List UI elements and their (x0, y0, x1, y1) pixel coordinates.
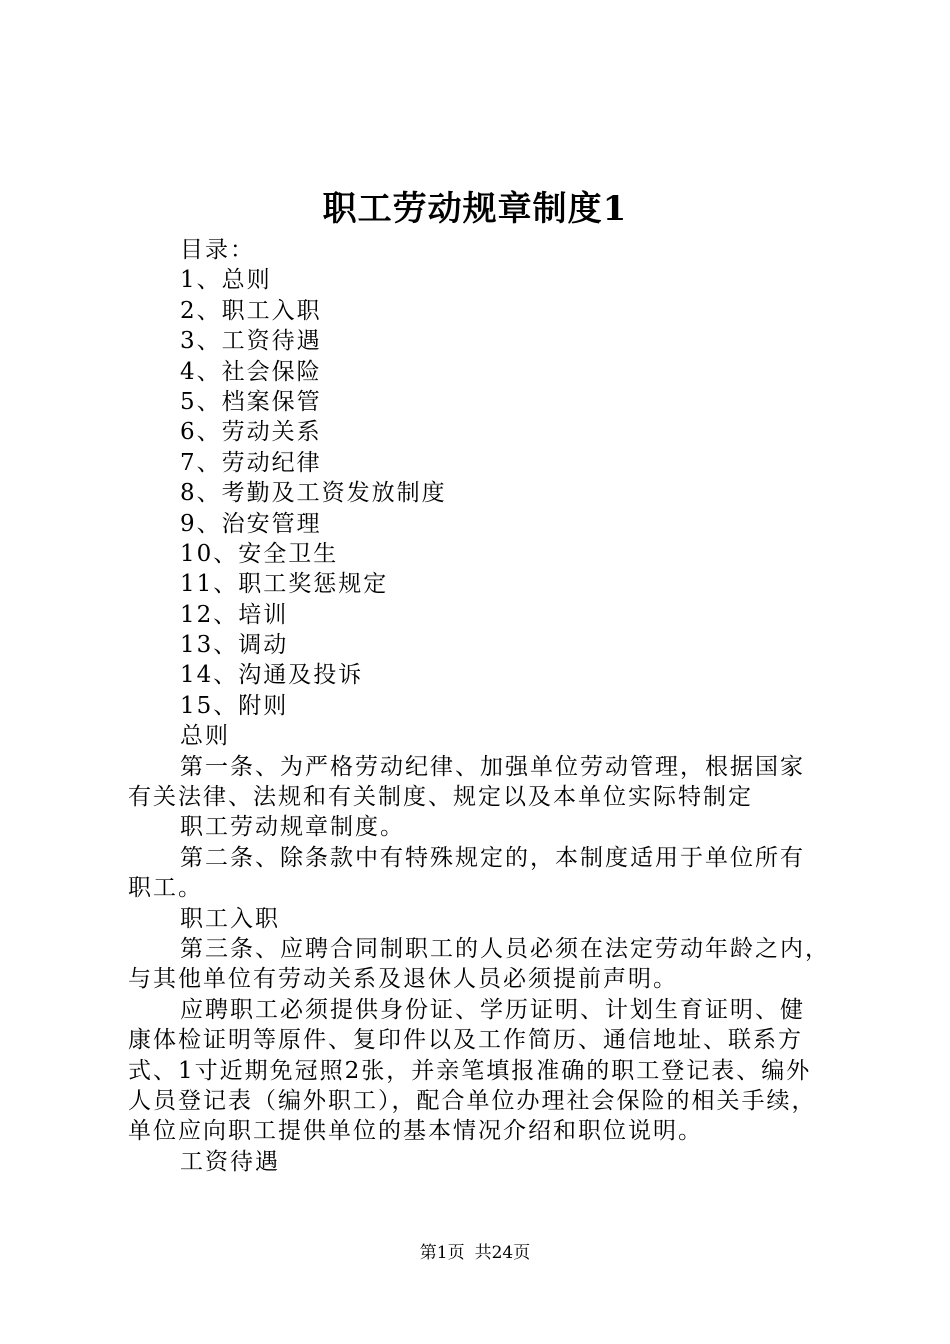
paragraph-line: 单位应向职工提供单位的基本情况介绍和职位说明。 (128, 1118, 703, 1145)
article-1-line: 第一条、为严格劳动纪律、加强单位劳动管理，根据国家 (180, 753, 805, 780)
toc-item: 3、工资待遇 (180, 328, 322, 355)
toc-item: 10、安全卫生 (180, 540, 339, 567)
paragraph-line: 应聘职工必须提供身份证、学历证明、计划生育证明、健 (180, 996, 805, 1023)
toc-item: 15、附则 (180, 692, 289, 719)
section-heading-wage: 工资待遇 (180, 1148, 280, 1175)
page-number: 第1页 (419, 1243, 465, 1263)
toc-item: 12、培训 (180, 601, 289, 628)
section-heading-entry: 职工入职 (180, 905, 280, 932)
page-total: 共24页 (474, 1243, 531, 1263)
article-3-line: 第三条、应聘合同制职工的人员必须在法定劳动年龄之内， (180, 935, 830, 962)
toc-item: 1、总则 (180, 267, 272, 294)
toc-item: 2、职工入职 (180, 297, 322, 324)
article-2-line: 职工。 (128, 875, 203, 902)
paragraph-line: 人员登记表（编外职工），配合单位办理社会保险的相关手续， (128, 1087, 817, 1114)
article-1-line: 有关法律、法规和有关制度、规定以及本单位实际特制定 (128, 784, 753, 811)
toc-heading: 目录： (180, 237, 255, 263)
paragraph-line: 康体检证明等原件、复印件以及工作简历、通信地址、联系方 (128, 1027, 803, 1054)
toc-item: 4、社会保险 (180, 358, 322, 385)
paragraph-line: 式、1寸近期免冠照2张，并亲笔填报准确的职工登记表、编外 (128, 1057, 812, 1084)
toc-item: 5、档案保管 (180, 388, 322, 415)
toc-item: 9、治安管理 (180, 510, 322, 537)
toc-item: 13、调动 (180, 632, 289, 659)
toc-item: 11、职工奖惩规定 (180, 571, 389, 598)
article-2-line: 第二条、除条款中有特殊规定的，本制度适用于单位所有 (180, 844, 805, 871)
article-1-line: 职工劳动规章制度。 (180, 814, 405, 841)
section-heading-general: 总则 (180, 723, 230, 750)
page-footer (0, 1241, 950, 1265)
page-title: 职工劳动规章制度1 (322, 189, 628, 229)
article-3-line: 与其他单位有劳动关系及退休人员必须提前声明。 (128, 966, 678, 993)
toc-item: 7、劳动纪律 (180, 449, 322, 476)
toc-item: 6、劳动关系 (180, 419, 322, 446)
toc-item: 8、考勤及工资发放制度 (180, 480, 447, 507)
document-body (128, 235, 833, 1177)
toc-item: 14、沟通及投诉 (180, 662, 364, 689)
